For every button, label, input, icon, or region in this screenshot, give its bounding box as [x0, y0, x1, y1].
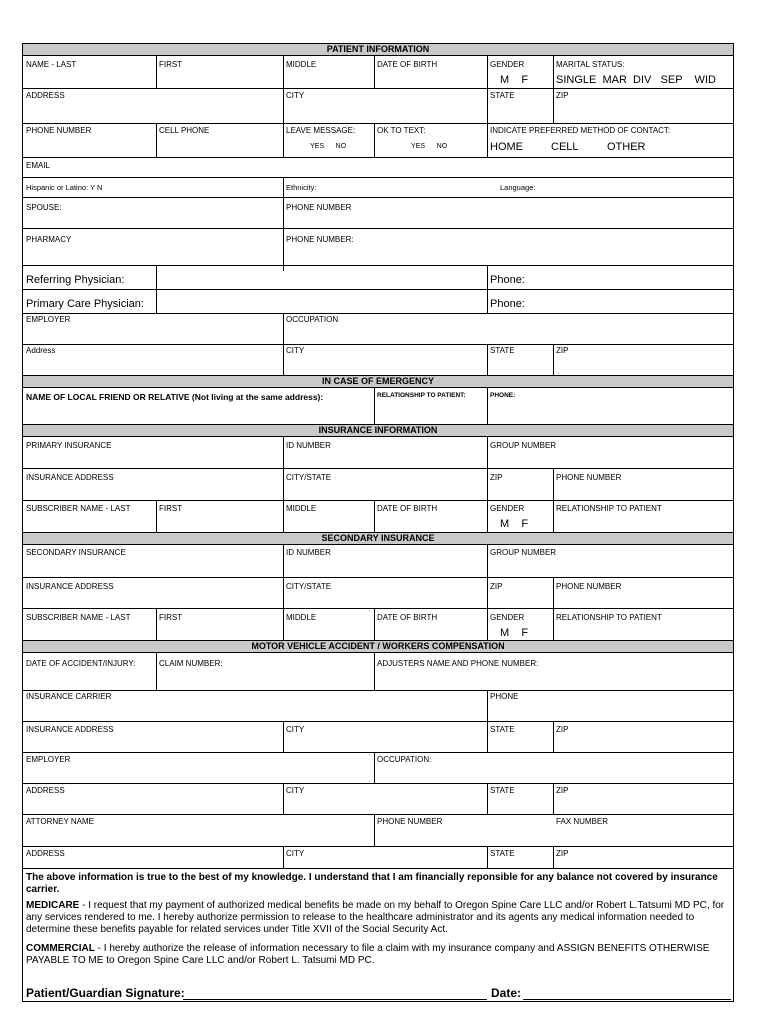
secondary-group-label: GROUP NUMBER — [490, 548, 557, 557]
primary-care-phone-label: Phone: — [490, 298, 525, 310]
subscriber-middle-label: MIDDLE — [286, 504, 317, 513]
medicare-text: - I request that my payment of authorized medical benefits be made on my behalf to Oregon Spine Care LLC and/or Robert L.Tatsumi MD PC, for any services rendered to me. I hereby authorize permission to release to the healthcare administrator and its agents any medical information needed to determine these benefits payable for related services under Title XVII of the Social Security Act. — [26, 900, 725, 935]
mva-insurance-city-label: CITY — [286, 725, 305, 734]
spouse-phone-label: PHONE NUMBER — [286, 203, 352, 212]
date-line[interactable] — [523, 999, 731, 1000]
insurance-address-label: INSURANCE ADDRESS — [26, 473, 114, 482]
first-name-label: FIRST — [159, 60, 183, 69]
mva-insurance-carrier-label: INSURANCE CARRIER — [26, 692, 112, 701]
subscriber-dob-label: DATE OF BIRTH — [377, 504, 438, 513]
section-header-patient-information: PATIENT INFORMATION — [23, 44, 733, 55]
ok-to-text-label: OK TO TEXT: — [377, 126, 426, 135]
pharmacy-phone-label: PHONE NUMBER: — [286, 235, 354, 244]
mva-occupation-label: OCCUPATION: — [377, 755, 432, 764]
claim-number-label: CLAIM NUMBER: — [159, 659, 223, 668]
secondary-address-label: INSURANCE ADDRESS — [26, 582, 114, 591]
occupation-label: OCCUPATION — [286, 315, 339, 324]
subscriber-last-label: SUBSCRIBER NAME - LAST — [26, 504, 131, 513]
signature-line[interactable] — [183, 999, 487, 1000]
patient-intake-form — [22, 43, 734, 1002]
state-label: STATE — [490, 91, 515, 100]
gender-options[interactable]: M F — [500, 74, 529, 86]
insurance-group-label: GROUP NUMBER — [490, 441, 557, 450]
commercial-statement — [26, 943, 726, 967]
mva-employer-address-label: ADDRESS — [26, 786, 65, 795]
section-header-secondary-insurance: SECONDARY INSURANCE — [23, 533, 733, 544]
secondary-subscriber-relationship-label: RELATIONSHIP TO PATIENT — [556, 613, 662, 622]
ok-to-text-yes-no[interactable]: YES NO — [411, 143, 448, 150]
subscriber-relationship-label: RELATIONSHIP TO PATIENT — [556, 504, 662, 513]
mva-insurance-address-label: INSURANCE ADDRESS — [26, 725, 114, 734]
name-last-label: NAME - LAST — [26, 60, 77, 69]
cell-phone-label: CELL PHONE — [159, 126, 210, 135]
contact-cell-option[interactable]: CELL — [551, 141, 579, 153]
language-label: Language: — [500, 183, 536, 192]
contact-home-option[interactable]: HOME — [490, 141, 523, 153]
spouse-label: SPOUSE: — [26, 203, 62, 212]
secondary-subscriber-middle-label: MIDDLE — [286, 613, 317, 622]
insurance-phone-label: PHONE NUMBER — [556, 473, 622, 482]
hispanic-latino-label: Hispanic or Latino: Y N — [26, 183, 103, 192]
pharmacy-label: PHARMACY — [26, 235, 72, 244]
medicare-statement — [26, 900, 726, 936]
subscriber-gender-label: GENDER — [490, 504, 525, 513]
middle-name-label: MIDDLE — [286, 60, 317, 69]
secondary-subscriber-first-label: FIRST — [159, 613, 183, 622]
referring-physician-label: Referring Physician: — [26, 274, 125, 286]
subscriber-gender-options[interactable]: M F — [500, 518, 529, 530]
address-label: ADDRESS — [26, 91, 65, 100]
secondary-subscriber-gender-options[interactable]: M F — [500, 627, 529, 639]
employer-zip-label: ZIP — [556, 346, 569, 355]
email-label: EMAIL — [26, 161, 51, 170]
emergency-phone-label: PHONE: — [490, 392, 516, 399]
secondary-phone-label: PHONE NUMBER — [556, 582, 622, 591]
secondary-city-state-label: CITY/STATE — [286, 582, 332, 591]
subscriber-first-label: FIRST — [159, 504, 183, 513]
secondary-id-label: ID NUMBER — [286, 548, 331, 557]
section-header-insurance: INSURANCE INFORMATION — [23, 425, 733, 436]
secondary-subscriber-last-label: SUBSCRIBER NAME - LAST — [26, 613, 131, 622]
preferred-contact-label: INDICATE PREFERRED METHOD OF CONTACT: — [490, 126, 671, 135]
mva-employer-zip-label: ZIP — [556, 786, 569, 795]
attorney-phone-label: PHONE NUMBER — [377, 817, 443, 826]
mva-employer-city-label: CITY — [286, 786, 305, 795]
mva-insurance-state-label: STATE — [490, 725, 515, 734]
leave-message-yes-no[interactable]: YES NO — [310, 143, 347, 150]
insurance-id-label: ID NUMBER — [286, 441, 331, 450]
attorney-name-label: ATTORNEY NAME — [26, 817, 95, 826]
section-header-motor-vehicle: MOTOR VEHICLE ACCIDENT / WORKERS COMPENSATION — [23, 641, 733, 652]
secondary-subscriber-gender-label: GENDER — [490, 613, 525, 622]
commercial-text: - I hereby authorize the release of information necessary to file a claim with my insurance company and ASSIGN BENEFITS OTHERWISE PAYABLE TO ME to Oregon Spine Care LLC and/or Robert L. Tatsumi MD PC. — [26, 943, 710, 966]
mva-carrier-phone-label: PHONE — [490, 692, 519, 701]
referring-phone-label: Phone: — [490, 274, 525, 286]
zip-label: ZIP — [556, 91, 569, 100]
employer-state-label: STATE — [490, 346, 515, 355]
attorney-zip-label: ZIP — [556, 849, 569, 858]
secondary-subscriber-dob-label: DATE OF BIRTH — [377, 613, 438, 622]
leave-message-label: LEAVE MESSAGE: — [286, 126, 356, 135]
date-label: Date: — [491, 986, 522, 1000]
primary-care-physician-label: Primary Care Physician: — [26, 298, 144, 310]
secondary-insurance-label: SECONDARY INSURANCE — [26, 548, 126, 557]
gender-label: GENDER — [490, 60, 525, 69]
marital-status-options[interactable]: SINGLE MAR DIV SEP WID — [556, 74, 716, 86]
mva-employer-label: EMPLOYER — [26, 755, 71, 764]
employer-label: EMPLOYER — [26, 315, 71, 324]
adjusters-label: ADJUSTERS NAME AND PHONE NUMBER: — [377, 659, 539, 668]
employer-address-label: Address — [26, 346, 56, 355]
phone-number-label: PHONE NUMBER — [26, 126, 92, 135]
city-label: CITY — [286, 91, 305, 100]
marital-status-label: MARITAL STATUS: — [556, 60, 625, 69]
attorney-state-label: STATE — [490, 849, 515, 858]
mva-employer-state-label: STATE — [490, 786, 515, 795]
dob-label: DATE OF BIRTH — [377, 60, 438, 69]
section-header-emergency: IN CASE OF EMERGENCY — [23, 376, 733, 387]
primary-insurance-label: PRIMARY INSURANCE — [26, 441, 112, 450]
financial-responsibility-statement: The above information is true to the best of my knowledge. I understand that I am financially reponsible for any balance not covered by insurance carrier. — [26, 872, 718, 895]
signature-label: Patient/Guardian Signature: — [26, 986, 185, 1000]
attorney-city-label: CITY — [286, 849, 305, 858]
medicare-heading: MEDICARE — [26, 900, 80, 911]
attorney-address-label: ADDRESS — [26, 849, 65, 858]
insurance-zip-label: ZIP — [490, 473, 503, 482]
employer-city-label: CITY — [286, 346, 305, 355]
emergency-contact-name-label: NAME OF LOCAL FRIEND OR RELATIVE (Not living at the same address): — [26, 392, 324, 402]
accident-date-label: DATE OF ACCIDENT/INJURY: — [26, 659, 136, 668]
secondary-zip-label: ZIP — [490, 582, 503, 591]
ethnicity-label: Ethnicity: — [286, 183, 317, 192]
insurance-city-state-label: CITY/STATE — [286, 473, 332, 482]
contact-other-option[interactable]: OTHER — [607, 141, 646, 153]
emergency-relationship-label: RELATIONSHIP TO PATIENT: — [377, 392, 466, 399]
commercial-heading: COMMERCIAL — [26, 943, 95, 954]
mva-insurance-zip-label: ZIP — [556, 725, 569, 734]
attorney-fax-label: FAX NUMBER — [556, 817, 609, 826]
